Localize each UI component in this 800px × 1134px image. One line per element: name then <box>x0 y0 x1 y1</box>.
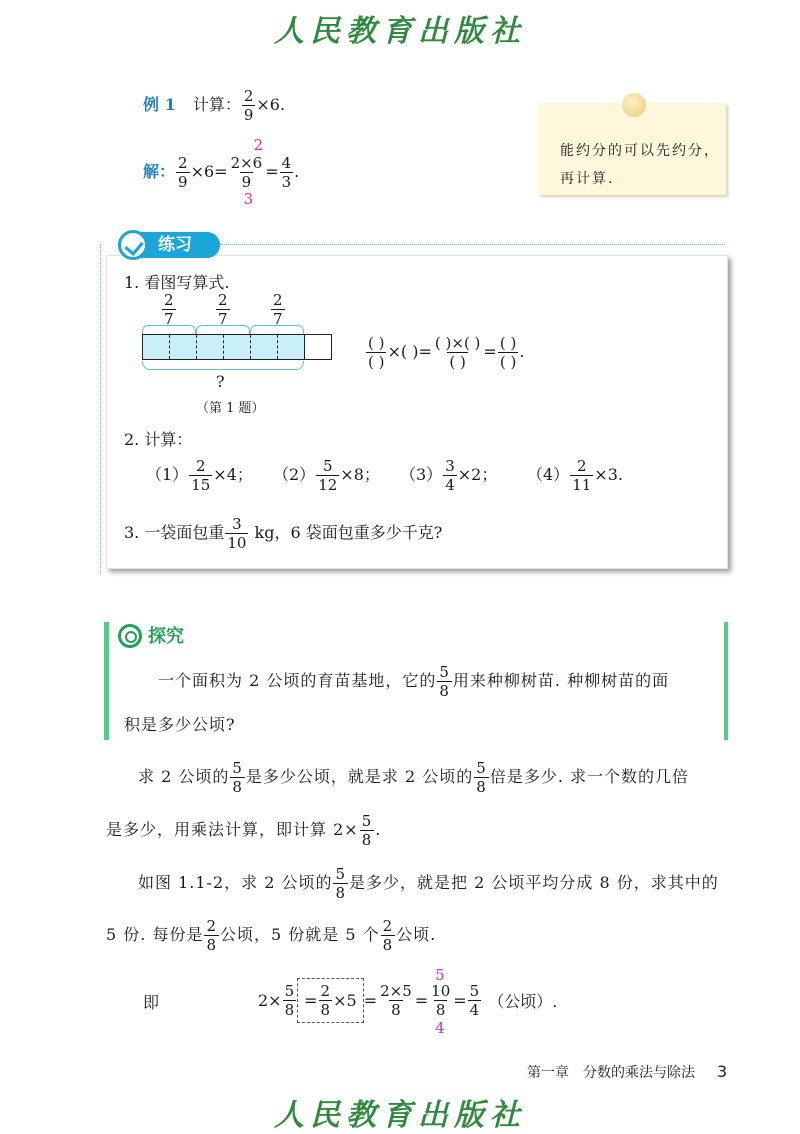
inquiry-title: 探究 <box>148 626 184 647</box>
inquiry-bar <box>724 622 728 740</box>
calc-item: （1） $\frac{2}{15}$ ×4； <box>146 457 253 495</box>
calc-item: （3） $\frac{3}{4}$ ×2； <box>400 457 498 495</box>
body-line-4: 5 份. 每份是 $\frac{2}{8}$ 公顷，5 份就是 5 个 $\frac{2}{8}$ 公顷. <box>106 917 437 955</box>
example-label: 例 1 <box>143 95 176 115</box>
cancel-fraction: 2 2×6 9 3 <box>230 136 264 208</box>
fraction: $\frac{4}{3}$ <box>281 154 292 192</box>
brace-top <box>250 325 304 334</box>
inquiry-line-1: 一个面积为 2 公顷的育苗基地，它的 $\frac{5}{8}$ 用来种柳树苗. 种柳树苗的面 <box>158 663 670 701</box>
text: = <box>418 342 432 362</box>
blank-fraction: ( ) ( ) <box>368 334 385 372</box>
example-solution <box>143 136 300 208</box>
text: ×6= <box>190 162 228 182</box>
divider <box>220 244 725 245</box>
inquiry-line-2: 积是多少公顷? <box>124 715 236 734</box>
bar-label: $\frac{2}{7}$ <box>218 291 228 329</box>
calc-label: 即 <box>143 993 160 1012</box>
bar-divider <box>304 335 305 359</box>
calc-item: （4） $\frac{2}{11}$ ×3. <box>527 457 623 495</box>
figure-caption: （第 1 题） <box>196 401 265 416</box>
bar-divider <box>169 335 170 359</box>
page-footer <box>527 1062 727 1082</box>
example-problem <box>143 88 285 123</box>
divider <box>100 244 101 574</box>
exercise-q3: 3. 一袋面包重 $\frac{3}{10}$ kg，6 袋面包重多少千克? <box>124 515 443 553</box>
inquiry-bar <box>104 622 109 740</box>
bar-divider <box>223 335 224 359</box>
cancel-bottom: 3 <box>243 190 254 208</box>
brace-top <box>142 325 196 334</box>
pin-icon <box>622 93 646 117</box>
publisher-logo-top: 人民教育出版社 <box>274 14 526 49</box>
example-prompt: 计算： <box>192 95 241 115</box>
exercise-q2: 2. 计算： <box>124 430 193 449</box>
page-number: 3 <box>717 1062 728 1081</box>
pencil-check-icon <box>118 230 148 260</box>
text: ×( ) <box>387 342 419 362</box>
fraction-bar <box>142 334 332 360</box>
cancel-top: 2 <box>253 136 264 154</box>
final-calculation: 2× $\frac{5}{8}$ = $\frac{2}{8}$ ×5 = $\frac{2\times 5}{8}$ = 5 10 8 4 = $\frac{5}{4}$ （公顷）. <box>258 966 558 1037</box>
text: . <box>519 342 525 362</box>
note-text: 能约分的可以先约分，再计算. <box>560 143 720 187</box>
fraction: $\frac{2}{9}$ <box>178 154 188 192</box>
fraction: $\frac{2}{9}$ <box>243 87 254 125</box>
body-line-1: 求 2 公顷的 $\frac{5}{8}$ 是多少公顷，就是求 2 公顷的 $\frac{5}{8}$ 倍是多少. 求一个数的几倍 <box>138 759 689 797</box>
dashed-box: = $\frac{2}{8}$ ×5 <box>297 978 364 1023</box>
bar-label: $\frac{2}{7}$ <box>273 291 283 329</box>
magnifier-icon <box>118 624 142 648</box>
solution-label: 解： <box>143 162 176 182</box>
calc-item: （2） $\frac{5}{12}$ ×8； <box>273 457 380 495</box>
example-tail: ×6. <box>256 95 286 115</box>
body-line-3: 如图 1.1-2，求 2 公顷的 $\frac{5}{8}$ 是多少，就是把 2 公顷平均分成 8 份，求其中的 <box>138 865 719 903</box>
brace-top <box>196 325 250 334</box>
bar-fill <box>143 335 305 359</box>
chapter-title: 第一章 分数的乘法与除法 <box>527 1065 695 1081</box>
bar-divider <box>196 335 197 359</box>
bar-divider <box>250 335 251 359</box>
body-line-2: 是多少，用乘法计算，即计算 2× $\frac{5}{8}$ . <box>106 812 382 850</box>
brace-bottom <box>142 361 304 370</box>
text: = <box>265 162 279 182</box>
blank-fraction: ( )×( ) ( ) <box>434 334 481 372</box>
publisher-logo-bottom: 人民教育出版社 <box>274 1098 526 1133</box>
text: = <box>483 342 497 362</box>
exercise-tab: 练习 <box>118 232 220 258</box>
question-mark: ? <box>216 372 225 391</box>
bar-divider <box>277 335 278 359</box>
cancel-fraction: 5 10 8 4 <box>431 966 451 1037</box>
blank-formula <box>365 335 524 370</box>
blank-fraction: ( ) ( ) <box>499 334 517 372</box>
bar-label: $\frac{2}{7}$ <box>164 291 174 329</box>
exercise-q1: 1. 看图写算式. <box>124 273 230 292</box>
text: . <box>294 162 300 182</box>
